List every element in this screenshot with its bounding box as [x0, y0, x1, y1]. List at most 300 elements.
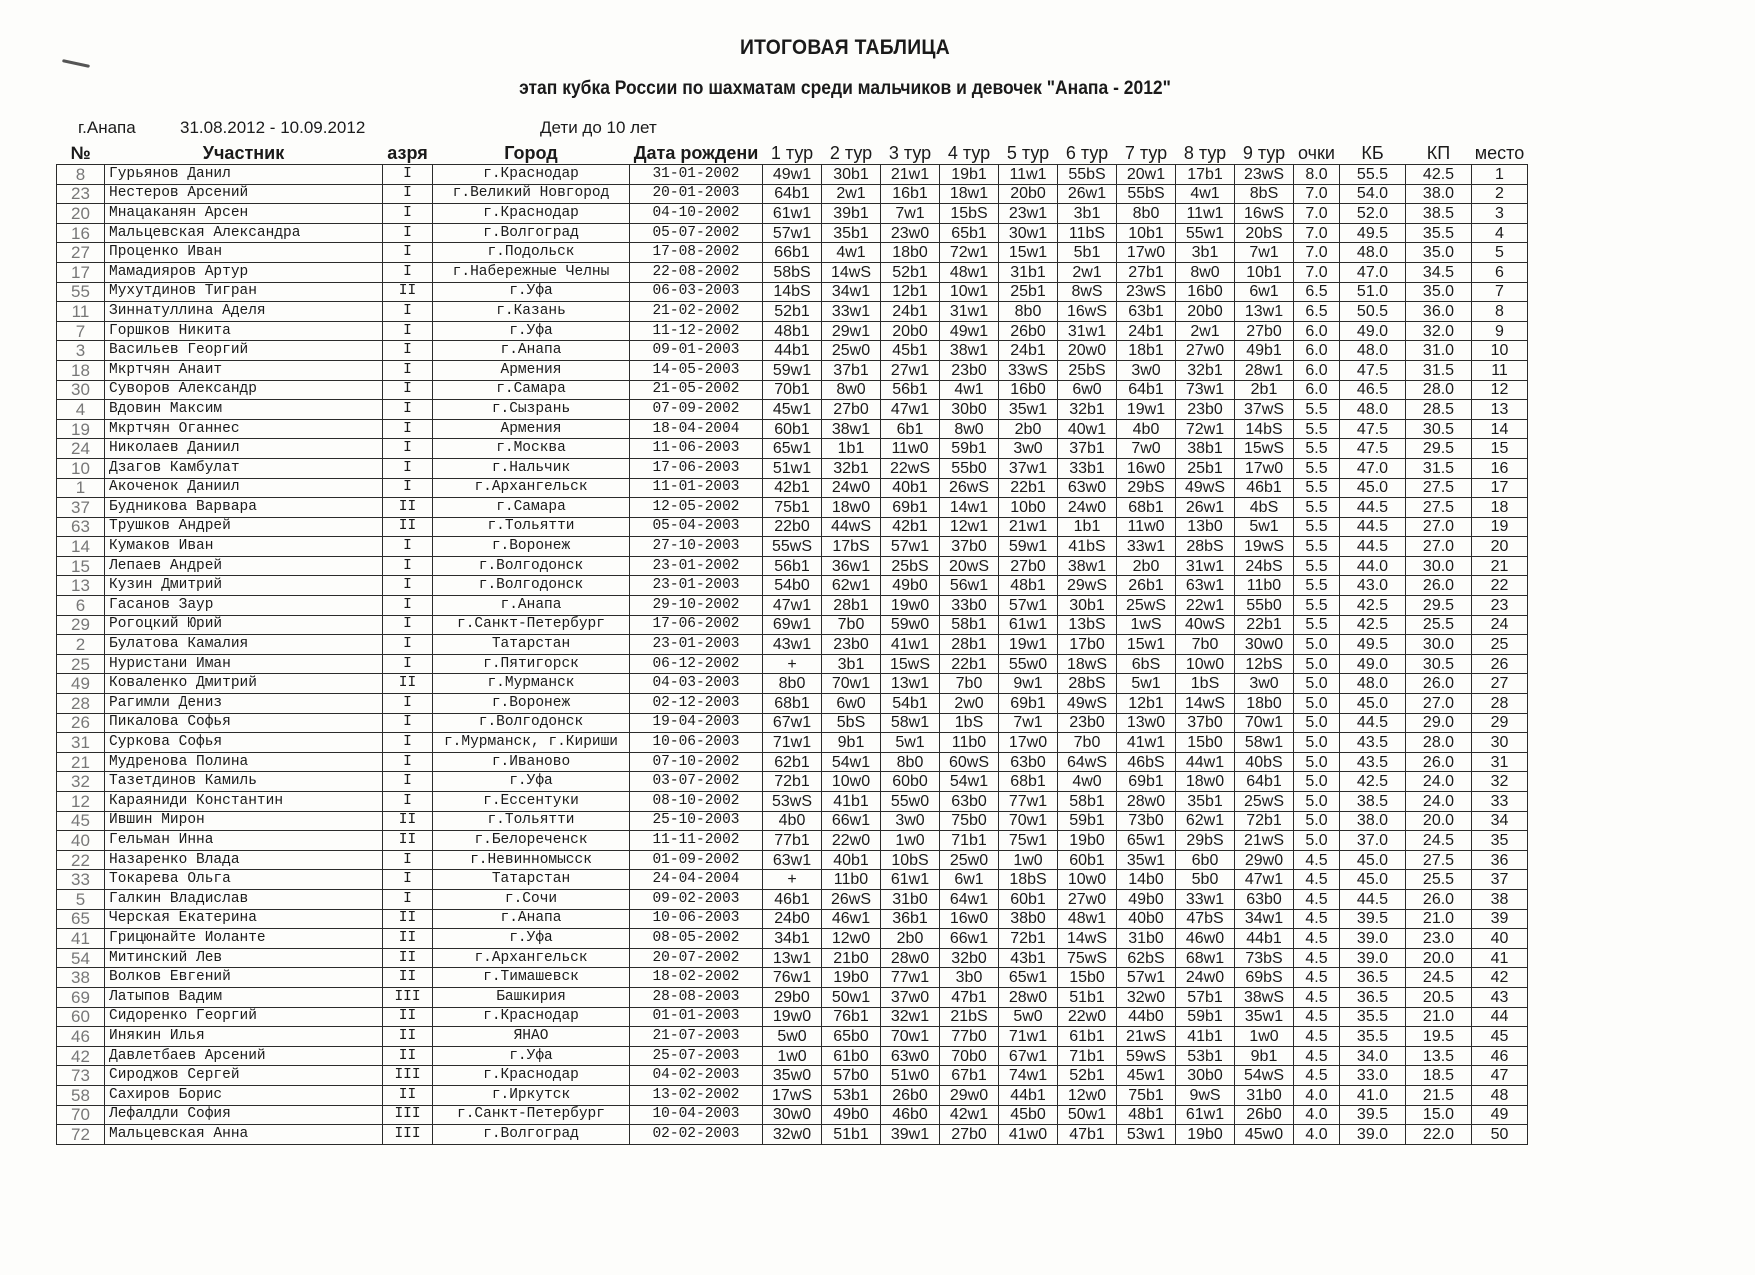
- participant-birthdate: 08-05-2002: [630, 929, 763, 949]
- table-row: [57, 909, 1528, 929]
- round-5-result: 27b0: [999, 556, 1058, 576]
- round-1-result: 29b0: [763, 987, 822, 1007]
- participant-birthdate: 12-05-2002: [630, 498, 763, 518]
- round-9-result: 29w0: [1235, 850, 1294, 870]
- participant-birthdate: 18-02-2002: [630, 968, 763, 988]
- round-9-result: 28w1: [1235, 360, 1294, 380]
- round-9-result: 69bS: [1235, 968, 1294, 988]
- points: 8.0: [1294, 165, 1340, 185]
- points: 5.5: [1294, 615, 1340, 635]
- participant-number: 54: [57, 948, 105, 968]
- participant-number: 38: [57, 968, 105, 988]
- round-6-result: 31w1: [1058, 321, 1117, 341]
- round-8-result: 68w1: [1176, 948, 1235, 968]
- round-4-result: 66w1: [940, 929, 999, 949]
- participant-city: г.Краснодар: [433, 165, 630, 185]
- col-city-header: Город: [504, 143, 558, 163]
- round-6-result: 37b1: [1058, 439, 1117, 459]
- round-9-result: 3w0: [1235, 674, 1294, 694]
- round-7-result: 24b1: [1117, 321, 1176, 341]
- round-3-result: 47w1: [881, 400, 940, 420]
- round-1-result: 77b1: [763, 831, 822, 851]
- kp-score: 30.5: [1406, 419, 1472, 439]
- round-1-result: 61w1: [763, 204, 822, 224]
- round-8-result: 16b0: [1176, 282, 1235, 302]
- round-6-result: 71b1: [1058, 1046, 1117, 1066]
- round-2-result: 49b0: [822, 1105, 881, 1125]
- round-9-result: 64b1: [1235, 772, 1294, 792]
- participant-birthdate: 06-12-2002: [630, 654, 763, 674]
- participant-name: Мудренова Полина: [105, 752, 383, 772]
- round-4-result: 63b0: [940, 792, 999, 812]
- round-2-result: 46w1: [822, 909, 881, 929]
- round-1-result: 13w1: [763, 948, 822, 968]
- participant-name: Нуристани Иман: [105, 654, 383, 674]
- round-4-result: 21bS: [940, 1007, 999, 1027]
- round-2-result: 22w0: [822, 831, 881, 851]
- round-6-result: 47b1: [1058, 1125, 1117, 1145]
- col-round-3-header: 3 тур: [888, 143, 932, 163]
- participant-city: г.Анапа: [433, 596, 630, 616]
- results-table: [56, 138, 1528, 1145]
- round-4-result: 56w1: [940, 576, 999, 596]
- round-1-result: 5w0: [763, 1027, 822, 1047]
- round-7-result: 20w1: [1117, 165, 1176, 185]
- participant-number: 8: [57, 165, 105, 185]
- kb-score: 47.0: [1340, 262, 1406, 282]
- round-8-result: 33w1: [1176, 889, 1235, 909]
- col-round-8-header: 8 тур: [1183, 143, 1227, 163]
- table-row: [57, 223, 1528, 243]
- round-5-result: 60b1: [999, 889, 1058, 909]
- participant-number: 11: [57, 302, 105, 322]
- round-9-result: 45w0: [1235, 1125, 1294, 1145]
- final-place: 34: [1472, 811, 1528, 831]
- round-9-result: 12bS: [1235, 654, 1294, 674]
- final-place: 37: [1472, 870, 1528, 890]
- tournament-dates: 31.08.2012 - 10.09.2012: [180, 118, 366, 137]
- table-row: [57, 752, 1528, 772]
- participant-number: 42: [57, 1046, 105, 1066]
- participant-number: 60: [57, 1007, 105, 1027]
- kb-score: 37.0: [1340, 831, 1406, 851]
- round-8-result: 62w1: [1176, 811, 1235, 831]
- round-4-result: 15bS: [940, 204, 999, 224]
- kb-score: 45.0: [1340, 870, 1406, 890]
- points: 7.0: [1294, 223, 1340, 243]
- participant-city: г.Иваново: [433, 752, 630, 772]
- round-4-result: 4w1: [940, 380, 999, 400]
- participant-number: 30: [57, 380, 105, 400]
- col-place-header: место: [1474, 143, 1525, 163]
- round-4-result: 22b1: [940, 654, 999, 674]
- table-row: [57, 654, 1528, 674]
- participant-name: Лепаев Андрей: [105, 556, 383, 576]
- round-2-result: 18w0: [822, 498, 881, 518]
- round-6-result: 6w0: [1058, 380, 1117, 400]
- round-5-result: 10b0: [999, 498, 1058, 518]
- participant-city: г.Волгодонск: [433, 713, 630, 733]
- round-8-result: 30b0: [1176, 1066, 1235, 1086]
- round-2-result: 39b1: [822, 204, 881, 224]
- round-2-result: 2w1: [822, 184, 881, 204]
- table-row: [57, 811, 1528, 831]
- kb-score: 36.5: [1340, 987, 1406, 1007]
- participant-birthdate: 23-01-2003: [630, 576, 763, 596]
- kp-score: 22.0: [1406, 1125, 1472, 1145]
- participant-city: г.Воронеж: [433, 694, 630, 714]
- round-7-result: 32w0: [1117, 987, 1176, 1007]
- participant-birthdate: 05-07-2002: [630, 223, 763, 243]
- kp-score: 26.0: [1406, 576, 1472, 596]
- kp-score: 35.5: [1406, 223, 1472, 243]
- round-8-result: 41b1: [1176, 1027, 1235, 1047]
- participant-birthdate: 01-01-2003: [630, 1007, 763, 1027]
- round-8-result: 8w0: [1176, 262, 1235, 282]
- participant-city: Армения: [433, 360, 630, 380]
- participant-birthdate: 19-04-2003: [630, 713, 763, 733]
- round-6-result: 26w1: [1058, 184, 1117, 204]
- round-1-result: 59w1: [763, 360, 822, 380]
- participant-rank: I: [383, 184, 433, 204]
- final-place: 32: [1472, 772, 1528, 792]
- round-5-result: 24b1: [999, 341, 1058, 361]
- final-place: 9: [1472, 321, 1528, 341]
- kb-score: 38.0: [1340, 811, 1406, 831]
- table-row: [57, 1046, 1528, 1066]
- round-4-result: 27b0: [940, 1125, 999, 1145]
- participant-number: 29: [57, 615, 105, 635]
- participant-rank: I: [383, 850, 433, 870]
- final-place: 14: [1472, 419, 1528, 439]
- round-7-result: 25wS: [1117, 596, 1176, 616]
- table-row: [57, 1105, 1528, 1125]
- round-4-result: 38w1: [940, 341, 999, 361]
- round-8-result: 53b1: [1176, 1046, 1235, 1066]
- participant-city: г.Сызрань: [433, 400, 630, 420]
- points: 5.5: [1294, 498, 1340, 518]
- round-3-result: 69b1: [881, 498, 940, 518]
- participant-city: г.Архангельск: [433, 478, 630, 498]
- participant-birthdate: 28-08-2003: [630, 987, 763, 1007]
- participant-city: г.Санкт-Петербург: [433, 615, 630, 635]
- round-2-result: 76b1: [822, 1007, 881, 1027]
- participant-rank: II: [383, 282, 433, 302]
- round-1-result: +: [763, 654, 822, 674]
- round-3-result: 55w0: [881, 792, 940, 812]
- round-4-result: 20wS: [940, 556, 999, 576]
- tournament-place: г.Анапа: [78, 118, 136, 137]
- round-5-result: 70w1: [999, 811, 1058, 831]
- round-5-result: 2b0: [999, 419, 1058, 439]
- points: 4.5: [1294, 948, 1340, 968]
- round-7-result: 17w0: [1117, 243, 1176, 263]
- round-9-result: 26b0: [1235, 1105, 1294, 1125]
- round-2-result: 44wS: [822, 517, 881, 537]
- round-7-result: 14b0: [1117, 870, 1176, 890]
- kp-score: 23.0: [1406, 929, 1472, 949]
- participant-city: г.Подольск: [433, 243, 630, 263]
- participant-birthdate: 09-01-2003: [630, 341, 763, 361]
- participant-rank: I: [383, 635, 433, 655]
- participant-name: Николаев Даниил: [105, 439, 383, 459]
- final-place: 41: [1472, 948, 1528, 968]
- participant-rank: III: [383, 1125, 433, 1145]
- pen-mark: [62, 59, 90, 68]
- round-5-result: 44b1: [999, 1085, 1058, 1105]
- table-row: [57, 889, 1528, 909]
- kp-score: 19.5: [1406, 1027, 1472, 1047]
- round-4-result: 28b1: [940, 635, 999, 655]
- participant-number: 18: [57, 360, 105, 380]
- round-8-result: 27w0: [1176, 341, 1235, 361]
- round-7-result: 26b1: [1117, 576, 1176, 596]
- col-round-7-header: 7 тур: [1124, 143, 1168, 163]
- participant-name: Мнацаканян Арсен: [105, 204, 383, 224]
- round-8-result: 61w1: [1176, 1105, 1235, 1125]
- participant-city: г.Волгодонск: [433, 556, 630, 576]
- points: 6.0: [1294, 341, 1340, 361]
- kb-score: 51.0: [1340, 282, 1406, 302]
- round-8-result: 22w1: [1176, 596, 1235, 616]
- participant-birthdate: 21-05-2002: [630, 380, 763, 400]
- round-2-result: 61b0: [822, 1046, 881, 1066]
- participant-name: Мальцевская Анна: [105, 1125, 383, 1145]
- participant-birthdate: 04-10-2002: [630, 204, 763, 224]
- round-1-result: 52b1: [763, 302, 822, 322]
- round-5-result: 11w1: [999, 165, 1058, 185]
- round-9-result: 14bS: [1235, 419, 1294, 439]
- table-row: [57, 419, 1528, 439]
- round-7-result: 49b0: [1117, 889, 1176, 909]
- final-place: 2: [1472, 184, 1528, 204]
- participant-number: 41: [57, 929, 105, 949]
- round-9-result: 55b0: [1235, 596, 1294, 616]
- kb-score: 41.0: [1340, 1085, 1406, 1105]
- participant-number: 72: [57, 1125, 105, 1145]
- round-9-result: 9b1: [1235, 1046, 1294, 1066]
- round-7-result: 75b1: [1117, 1085, 1176, 1105]
- round-5-result: 35w1: [999, 400, 1058, 420]
- round-9-result: 27b0: [1235, 321, 1294, 341]
- round-4-result: 71b1: [940, 831, 999, 851]
- kp-score: 38.5: [1406, 204, 1472, 224]
- participant-number: 14: [57, 537, 105, 557]
- participant-birthdate: 14-05-2003: [630, 360, 763, 380]
- kp-score: 20.5: [1406, 987, 1472, 1007]
- final-place: 50: [1472, 1125, 1528, 1145]
- round-3-result: 21w1: [881, 165, 940, 185]
- points: 5.5: [1294, 458, 1340, 478]
- final-place: 21: [1472, 556, 1528, 576]
- participant-birthdate: 21-02-2002: [630, 302, 763, 322]
- participant-birthdate: 11-11-2002: [630, 831, 763, 851]
- round-8-result: 59b1: [1176, 1007, 1235, 1027]
- round-8-result: 11w1: [1176, 204, 1235, 224]
- participant-city: г.Краснодар: [433, 204, 630, 224]
- round-1-result: 17wS: [763, 1085, 822, 1105]
- kb-score: 36.5: [1340, 968, 1406, 988]
- round-2-result: 54w1: [822, 752, 881, 772]
- round-1-result: 69w1: [763, 615, 822, 635]
- final-place: 36: [1472, 850, 1528, 870]
- document-title: ИТОГОВАЯ ТАБЛИЦА: [739, 36, 951, 59]
- participant-city: г.Иркутск: [433, 1085, 630, 1105]
- final-place: 17: [1472, 478, 1528, 498]
- kb-score: 52.0: [1340, 204, 1406, 224]
- round-9-result: 54wS: [1235, 1066, 1294, 1086]
- round-2-result: 3b1: [822, 654, 881, 674]
- participant-birthdate: 17-06-2002: [630, 615, 763, 635]
- round-8-result: 38b1: [1176, 439, 1235, 459]
- participant-rank: II: [383, 1085, 433, 1105]
- points: 5.0: [1294, 654, 1340, 674]
- round-7-result: 73b0: [1117, 811, 1176, 831]
- round-2-result: 33w1: [822, 302, 881, 322]
- participant-number: 16: [57, 223, 105, 243]
- participant-number: 70: [57, 1105, 105, 1125]
- points: 5.0: [1294, 752, 1340, 772]
- final-place: 13: [1472, 400, 1528, 420]
- participant-city: г.Волгоград: [433, 223, 630, 243]
- round-5-result: 5w0: [999, 1007, 1058, 1027]
- round-4-result: 55b0: [940, 458, 999, 478]
- points: 5.0: [1294, 674, 1340, 694]
- round-2-result: 36w1: [822, 556, 881, 576]
- table-row: [57, 302, 1528, 322]
- participant-birthdate: 04-03-2003: [630, 674, 763, 694]
- round-2-result: 35b1: [822, 223, 881, 243]
- participant-rank: I: [383, 870, 433, 890]
- participant-number: 25: [57, 654, 105, 674]
- points: 5.0: [1294, 635, 1340, 655]
- round-5-result: 72b1: [999, 929, 1058, 949]
- participant-birthdate: 23-01-2002: [630, 556, 763, 576]
- round-1-result: 1w0: [763, 1046, 822, 1066]
- participant-rank: I: [383, 302, 433, 322]
- kp-score: 24.5: [1406, 831, 1472, 851]
- round-6-result: 55bS: [1058, 165, 1117, 185]
- kb-score: 42.5: [1340, 772, 1406, 792]
- points: 5.5: [1294, 556, 1340, 576]
- round-7-result: 4b0: [1117, 419, 1176, 439]
- round-2-result: 30b1: [822, 165, 881, 185]
- kb-score: 48.0: [1340, 400, 1406, 420]
- col-round-6-header: 6 тур: [1065, 143, 1109, 163]
- round-4-result: 64w1: [940, 889, 999, 909]
- final-place: 23: [1472, 596, 1528, 616]
- round-4-result: 23b0: [940, 360, 999, 380]
- participant-number: 4: [57, 400, 105, 420]
- kp-score: 26.0: [1406, 889, 1472, 909]
- round-2-result: 11b0: [822, 870, 881, 890]
- points: 4.5: [1294, 968, 1340, 988]
- participant-number: 10: [57, 458, 105, 478]
- kp-score: 24.5: [1406, 968, 1472, 988]
- participant-number: 40: [57, 831, 105, 851]
- round-6-result: 61b1: [1058, 1027, 1117, 1047]
- participant-city: г.Уфа: [433, 282, 630, 302]
- round-3-result: 77w1: [881, 968, 940, 988]
- kp-score: 25.5: [1406, 615, 1472, 635]
- kp-score: 31.0: [1406, 341, 1472, 361]
- participant-rank: II: [383, 811, 433, 831]
- round-7-result: 63b1: [1117, 302, 1176, 322]
- round-9-result: 49b1: [1235, 341, 1294, 361]
- round-7-result: 55bS: [1117, 184, 1176, 204]
- round-4-result: 65b1: [940, 223, 999, 243]
- round-5-result: 67w1: [999, 1046, 1058, 1066]
- final-place: 35: [1472, 831, 1528, 851]
- participant-rank: I: [383, 752, 433, 772]
- round-4-result: 11b0: [940, 733, 999, 753]
- col-round-5-header: 5 тур: [1006, 143, 1050, 163]
- kb-score: 39.0: [1340, 1125, 1406, 1145]
- final-place: 45: [1472, 1027, 1528, 1047]
- round-9-result: 21wS: [1235, 831, 1294, 851]
- participant-birthdate: 24-04-2004: [630, 870, 763, 890]
- participant-city: г.Уфа: [433, 929, 630, 949]
- participant-rank: II: [383, 674, 433, 694]
- round-8-result: 26w1: [1176, 498, 1235, 518]
- round-8-result: 72w1: [1176, 419, 1235, 439]
- round-7-result: 6bS: [1117, 654, 1176, 674]
- participant-number: 12: [57, 792, 105, 812]
- round-4-result: 32b0: [940, 948, 999, 968]
- participant-city: г.Казань: [433, 302, 630, 322]
- table-row: [57, 282, 1528, 302]
- participant-birthdate: 02-02-2003: [630, 1125, 763, 1145]
- kp-score: 29.0: [1406, 713, 1472, 733]
- kp-score: 30.0: [1406, 635, 1472, 655]
- participant-name: Горшков Никита: [105, 321, 383, 341]
- participant-rank: I: [383, 772, 433, 792]
- round-9-result: 6w1: [1235, 282, 1294, 302]
- points: 4.5: [1294, 1027, 1340, 1047]
- participant-name: Черская Екатерина: [105, 909, 383, 929]
- participant-city: г.Мурманск, г.Кириши: [433, 733, 630, 753]
- table-row: [57, 987, 1528, 1007]
- participant-birthdate: 07-09-2002: [630, 400, 763, 420]
- participant-name: Рогоцкий Юрий: [105, 615, 383, 635]
- final-place: 26: [1472, 654, 1528, 674]
- round-4-result: 16w0: [940, 909, 999, 929]
- kb-score: 42.5: [1340, 596, 1406, 616]
- participant-name: Мкртчян Анаит: [105, 360, 383, 380]
- round-3-result: 27w1: [881, 360, 940, 380]
- round-6-result: 7b0: [1058, 733, 1117, 753]
- points: 5.0: [1294, 772, 1340, 792]
- participant-rank: II: [383, 1007, 433, 1027]
- round-9-result: 23wS: [1235, 165, 1294, 185]
- participant-name: Вдовин Максим: [105, 400, 383, 420]
- round-3-result: 57w1: [881, 537, 940, 557]
- table-row: [57, 204, 1528, 224]
- kp-score: 27.5: [1406, 498, 1472, 518]
- participant-city: г.Самара: [433, 380, 630, 400]
- kp-score: 38.0: [1406, 184, 1472, 204]
- kp-score: 29.5: [1406, 439, 1472, 459]
- participant-number: 28: [57, 694, 105, 714]
- round-7-result: 35w1: [1117, 850, 1176, 870]
- round-8-result: 2w1: [1176, 321, 1235, 341]
- round-8-result: 1bS: [1176, 674, 1235, 694]
- participant-birthdate: 02-12-2003: [630, 694, 763, 714]
- round-3-result: 7w1: [881, 204, 940, 224]
- kb-score: 45.0: [1340, 694, 1406, 714]
- round-4-result: 31w1: [940, 302, 999, 322]
- round-9-result: 10b1: [1235, 262, 1294, 282]
